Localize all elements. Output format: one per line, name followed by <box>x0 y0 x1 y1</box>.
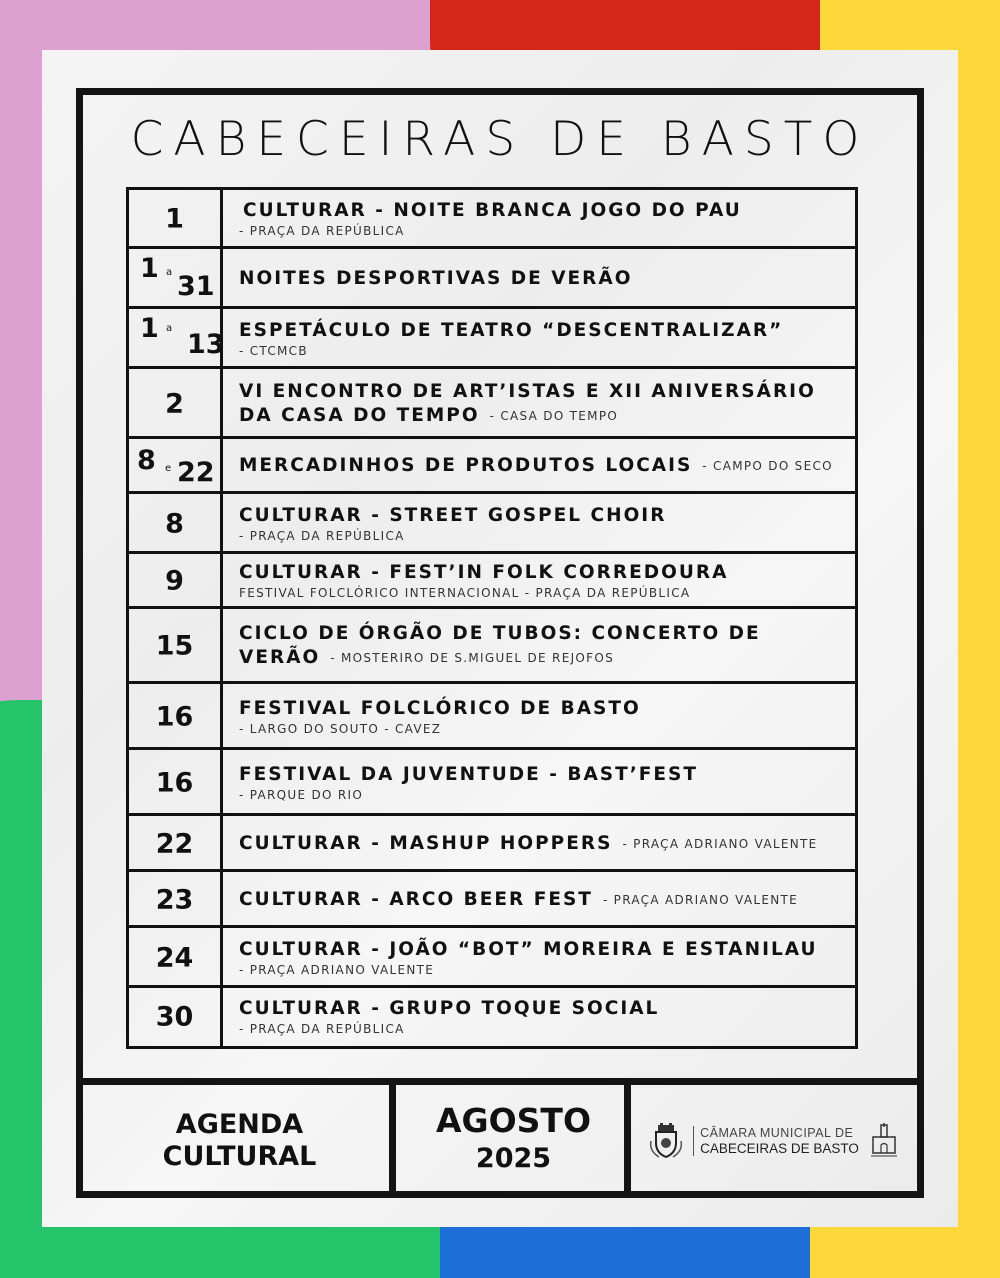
event-info <box>223 872 855 927</box>
footer-council-box <box>624 1078 924 1191</box>
event-row <box>129 869 855 927</box>
event-name <box>239 888 855 912</box>
event-info <box>223 750 855 815</box>
day-number: 9 <box>165 565 184 597</box>
day-start: 8 <box>137 445 156 476</box>
event-location: - PRAÇA ADRIANO VALENTE <box>602 892 799 907</box>
event-row <box>129 985 855 1046</box>
event-row <box>129 366 855 438</box>
event-location: - PRAÇA ADRIANO VALENTE <box>239 962 435 977</box>
year-label: 2025 <box>475 1143 552 1174</box>
event-info <box>223 309 855 368</box>
event-info <box>223 609 855 683</box>
day-start: 1 <box>140 253 159 284</box>
event-name-line2 <box>239 646 855 670</box>
event-info <box>223 928 855 987</box>
event-name: ESPETÁCULO DE TEATRO “DESCENTRALIZAR” <box>239 319 784 341</box>
day-end: 22 <box>177 457 215 488</box>
event-location: - PRAÇA DA REPÚBLICA <box>239 224 405 238</box>
day-number: 15 <box>155 630 194 662</box>
event-row <box>129 747 855 815</box>
monastery-icon <box>869 1123 899 1159</box>
event-name: CULTURAR - NOITE BRANCA JOGO DO PAU <box>243 200 742 221</box>
event-location: - PRAÇA DA REPÚBLICA <box>239 528 405 543</box>
event-location: - CAMPO DO SECO <box>702 459 833 473</box>
council-line2: CABECEIRAS DE BASTO <box>700 1141 859 1156</box>
event-name: NOITES DESPORTIVAS DE VERÃO <box>239 267 633 289</box>
day-end: 13 <box>187 329 225 360</box>
event-name: CULTURAR - JOÃO “BOT” MOREIRA E ESTANILAU <box>239 938 818 960</box>
event-name-part: DA CASA DO TEMPO <box>239 404 480 426</box>
event-name-part: CULTURAR - ARCO BEER FEST <box>239 888 593 910</box>
event-day <box>129 816 223 871</box>
event-name-part: VERÃO <box>239 647 321 668</box>
event-day <box>129 369 223 438</box>
event-name: CULTURAR - FEST’IN FOLK CORREDOURA <box>239 562 729 583</box>
event-row <box>129 925 855 987</box>
footer-agenda-box <box>76 1078 396 1191</box>
day-number: 23 <box>155 884 194 915</box>
day-number: 24 <box>155 942 194 973</box>
day-number: 22 <box>155 828 194 859</box>
event-day <box>129 494 223 553</box>
event-info <box>223 494 855 553</box>
agenda-label <box>83 1109 396 1173</box>
event-location: - LARGO DO SOUTO - CAVEZ <box>239 721 442 736</box>
event-day <box>129 439 223 493</box>
event-row <box>129 436 855 493</box>
event-info <box>223 684 855 749</box>
event-day <box>129 988 223 1046</box>
event-row <box>129 491 855 553</box>
event-location: - CTCMCB <box>239 343 308 358</box>
coat-of-arms-icon <box>649 1123 683 1159</box>
event-name: CULTURAR - STREET GOSPEL CHOIR <box>239 504 667 526</box>
day-start: 1 <box>140 313 159 344</box>
agenda-line2: CULTURAL <box>162 1141 317 1172</box>
events-table <box>126 187 858 1049</box>
event-name <box>239 454 855 478</box>
event-name: FESTIVAL DA JUVENTUDE - BAST’FEST <box>239 763 698 785</box>
day-number: 30 <box>155 1001 194 1033</box>
event-day <box>129 928 223 987</box>
council-logo <box>631 1123 917 1159</box>
agenda-line1: AGENDA <box>175 1109 304 1140</box>
event-location: - MOSTERIRO DE S.MIGUEL DE REJOFOS <box>330 651 615 665</box>
day-separator: e <box>165 463 172 474</box>
event-row <box>129 606 855 683</box>
event-info <box>223 439 855 493</box>
council-name <box>693 1126 859 1156</box>
event-info <box>223 816 855 871</box>
event-day <box>129 249 223 308</box>
footer-date-box <box>389 1078 631 1191</box>
event-row <box>129 246 855 308</box>
event-row <box>129 813 855 871</box>
event-location: - CASA DO TEMPO <box>489 408 619 423</box>
council-line1: CÂMARA MUNICIPAL DE <box>700 1126 854 1140</box>
event-info <box>223 369 855 438</box>
event-name-line1: VI ENCONTRO DE ART’ISTAS E XII ANIVERSÁRIO <box>239 380 816 402</box>
event-info <box>223 190 855 248</box>
day-number: 16 <box>155 701 194 732</box>
day-number: 2 <box>165 388 184 419</box>
event-location: - PRAÇA ADRIANO VALENTE <box>622 836 818 851</box>
day-number: 8 <box>165 508 184 539</box>
event-day <box>129 190 223 248</box>
day-number: 16 <box>155 767 194 798</box>
event-name: FESTIVAL FOLCLÓRICO DE BASTO <box>239 697 641 719</box>
event-info <box>223 988 855 1046</box>
poster-title: CABECEIRAS DE BASTO <box>130 112 870 167</box>
event-row <box>129 681 855 749</box>
event-location: FESTIVAL FOLCLÓRICO INTERNACIONAL - PRAÇA DA REPÚBLICA <box>239 586 691 600</box>
event-day <box>129 609 223 683</box>
event-name-line1: CICLO DE ÓRGÃO DE TUBOS: CONCERTO DE <box>239 623 761 644</box>
day-number: 1 <box>165 203 184 235</box>
day-separator: a <box>166 323 173 334</box>
event-row <box>129 190 855 248</box>
event-name <box>239 832 855 856</box>
event-name: CULTURAR - GRUPO TOQUE SOCIAL <box>239 998 660 1019</box>
event-info <box>223 249 855 308</box>
event-name-line2 <box>239 404 855 428</box>
event-day <box>129 554 223 608</box>
event-day <box>129 309 223 368</box>
day-end: 31 <box>177 271 215 302</box>
event-row <box>129 306 855 368</box>
event-location: - PARQUE DO RIO <box>239 787 364 802</box>
month-label: AGOSTO <box>435 1101 591 1140</box>
event-day <box>129 750 223 815</box>
event-location: - PRAÇA DA REPÚBLICA <box>239 1022 405 1036</box>
event-name-part: MERCADINHOS DE PRODUTOS LOCAIS <box>239 455 693 476</box>
event-info <box>223 554 855 608</box>
day-separator: a <box>166 267 173 278</box>
event-name-part: CULTURAR - MASHUP HOPPERS <box>239 832 613 854</box>
event-row <box>129 551 855 608</box>
event-day <box>129 684 223 749</box>
event-day <box>129 872 223 927</box>
